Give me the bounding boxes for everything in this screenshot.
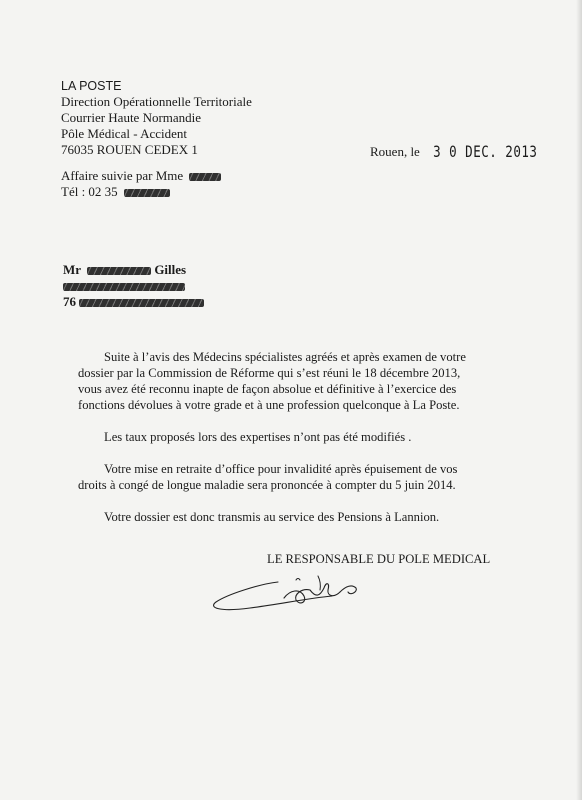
- addressee-first-name: Gilles: [154, 262, 187, 277]
- paragraph-rates: [78, 429, 498, 445]
- scan-edge-shadow: [576, 0, 582, 800]
- sender-line: Direction Opérationnelle Territoriale: [61, 94, 252, 109]
- case-followed-by: [61, 168, 221, 200]
- signatory-title: LE RESPONSABLE DU POLE MEDICAL: [267, 552, 491, 566]
- body-line: fonctions dévolues à votre grade et à une profession quelconque à La Poste.: [78, 398, 460, 412]
- sender-address-block: [61, 78, 252, 158]
- sender-line: Pôle Médical - Accident: [61, 126, 187, 141]
- redacted-name: [189, 173, 221, 181]
- body-line: vous avez été reconnu inapte de façon absolue et définitive à l’exercice des: [78, 382, 457, 396]
- followed-by-label: Affaire suivie par Mme: [61, 168, 184, 183]
- addressee-postal-prefix: 76: [63, 294, 76, 309]
- paragraph-decision: [78, 349, 498, 413]
- sender-line: Courrier Haute Normandie: [61, 110, 202, 125]
- redacted-surname: [87, 267, 151, 275]
- paragraph-transfer: [78, 509, 498, 525]
- phone-label: Tél : 02 35: [61, 184, 118, 199]
- redacted-city: [79, 299, 204, 307]
- sender-line: LA POSTE: [61, 79, 122, 93]
- redacted-street: [63, 283, 185, 291]
- sender-line: 76035 ROUEN CEDEX 1: [61, 142, 198, 157]
- date-line: [370, 144, 537, 160]
- body-line: droits à congé de longue maladie sera prononcée à compter du 5 juin 2014.: [78, 478, 456, 492]
- date-place: Rouen, le: [370, 144, 420, 159]
- handwritten-signature: [200, 568, 400, 628]
- addressee-prefix: Mr: [63, 262, 81, 277]
- body-line: Votre mise en retraite d’office pour invalidité après épuisement de vos: [104, 462, 458, 476]
- paragraph-retirement: [78, 461, 498, 493]
- redacted-phone: [124, 189, 170, 197]
- body-line: dossier par la Commission de Réforme qui s’est réuni le 18 décembre 2013,: [78, 366, 461, 380]
- body-line: Suite à l’avis des Médecins spécialistes agréés et après examen de votre: [104, 350, 466, 364]
- body-line: Votre dossier est donc transmis au service des Pensions à Lannion.: [104, 510, 440, 524]
- letter-body: [78, 349, 498, 525]
- body-line: Les taux proposés lors des expertises n’ont pas été modifiés .: [104, 430, 412, 444]
- date-stamp: 3 0 DEC. 2013: [433, 142, 538, 161]
- addressee-block: [63, 262, 204, 310]
